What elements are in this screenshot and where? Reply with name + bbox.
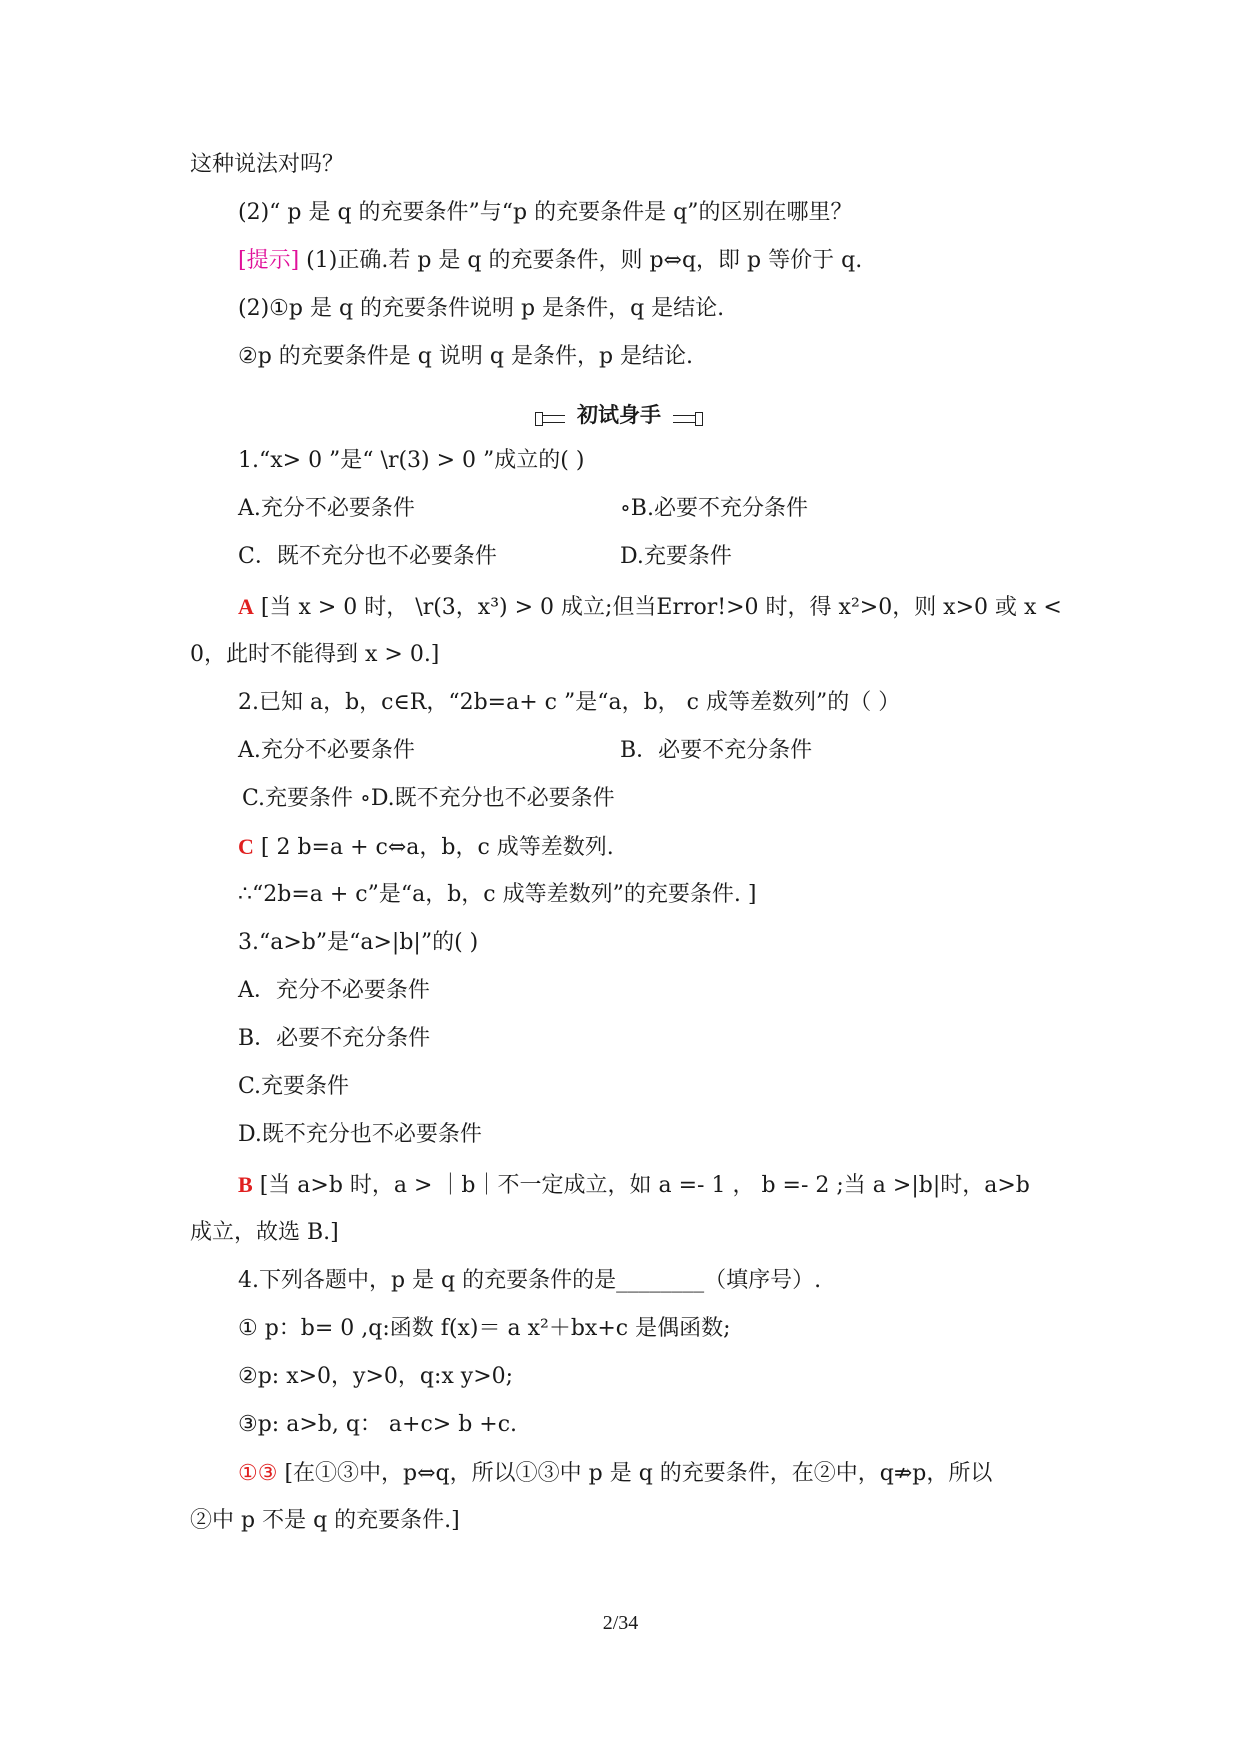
- list-item: ③p: a>b, q： a+c> b +c.: [238, 1412, 518, 1437]
- answer-label: ①③: [238, 1460, 278, 1485]
- banner-cap-right: [695, 412, 703, 426]
- option-b: B．必要不充分条件: [620, 738, 813, 763]
- option-b: ∘B.必要不充分条件: [620, 496, 808, 521]
- question-stem: 4.下列各题中，p 是 q 的充要条件的是________（填序号）.: [238, 1268, 822, 1293]
- answer-label: C: [238, 834, 254, 859]
- answer-line: [238, 832, 614, 863]
- option-row: [238, 542, 732, 572]
- answer-line: [238, 592, 1062, 623]
- list-item: ②p: x>0，y>0，q:x y>0;: [238, 1364, 514, 1389]
- option-c: C.充要条件: [238, 1074, 350, 1099]
- section-title: 初试身手: [565, 400, 673, 430]
- answer-label: A: [238, 594, 254, 619]
- option-row: C.充要条件 ∘D.既不充分也不必要条件: [242, 786, 615, 811]
- answer-explanation-cont: ∴“2b=a + c”是“a，b，c 成等差数列”的充要条件. ]: [238, 882, 757, 907]
- question-stem: 3.“a>b”是“a>|b|”的( ): [238, 930, 479, 955]
- option-d: D.充要条件: [620, 544, 732, 569]
- option-b: B．必要不充分条件: [238, 1026, 431, 1051]
- text-line: 这种说法对吗？: [190, 152, 345, 177]
- hint-text: (1)正确.若 p 是 q 的充要条件，则 p⇔q，即 p 等价于 q.: [306, 248, 863, 273]
- question-stem: 2.已知 a，b，c∈R，“2b=a+ c ”是“a，b， c 成等差数列”的（ ）: [238, 690, 901, 715]
- option-row: [238, 736, 813, 766]
- option-a: A.充分不必要条件: [238, 496, 415, 521]
- option-row: [238, 494, 808, 524]
- option-c: C．既不充分也不必要条件: [238, 544, 497, 569]
- answer-label: B: [238, 1172, 253, 1197]
- answer-explanation: [当 a>b 时，a > ｜b｜不一定成立，如 a =- 1 ， b =- 2 ;当 a >|b|时，a>b: [259, 1173, 1030, 1198]
- hint-line: [238, 246, 862, 276]
- answer-explanation-cont: ②中 p 不是 q 的充要条件.]: [190, 1508, 460, 1533]
- option-a: A.充分不必要条件: [238, 738, 415, 763]
- question-stem: 1.“x> 0 ”是“ \r(3) > 0 ”成立的( ): [238, 448, 585, 473]
- answer-line: [238, 1458, 992, 1489]
- option-a: A．充分不必要条件: [238, 978, 430, 1003]
- list-item: ① p：b= 0 ,q:函数 f(x)＝ a x²＋bx+c 是偶函数;: [238, 1316, 731, 1341]
- answer-explanation: [ 2 b=a + c⇔a，b，c 成等差数列.: [260, 835, 614, 860]
- banner-cap-left: [535, 412, 543, 426]
- answer-explanation-cont: 成立，故选 B.]: [190, 1220, 339, 1245]
- answer-explanation: [当 x > 0 时， \r(3，x³) > 0 成立;但当Error!>0 时，得 x²>0，则 x>0 或 x <: [260, 595, 1062, 620]
- text-line: ②p 的充要条件是 q 说明 q 是条件，p 是结论.: [238, 344, 694, 369]
- text-line: (2)①p 是 q 的充要条件说明 p 是条件，q 是结论.: [238, 296, 725, 321]
- answer-line: [238, 1170, 1030, 1201]
- hint-label: [提示]: [238, 248, 300, 273]
- page-number: 2/34: [602, 1612, 639, 1634]
- answer-explanation: [在①③中，p⇔q，所以①③中 p 是 q 的充要条件，在②中，q⇏p，所以: [284, 1461, 993, 1486]
- section-banner: [537, 400, 701, 430]
- option-d: D.既不充分也不必要条件: [238, 1122, 482, 1147]
- text-line: (2)“ p 是 q 的充要条件”与“p 的充要条件是 q”的区别在哪里？: [238, 200, 853, 225]
- answer-explanation-cont: 0，此时不能得到 x > 0.]: [190, 642, 440, 667]
